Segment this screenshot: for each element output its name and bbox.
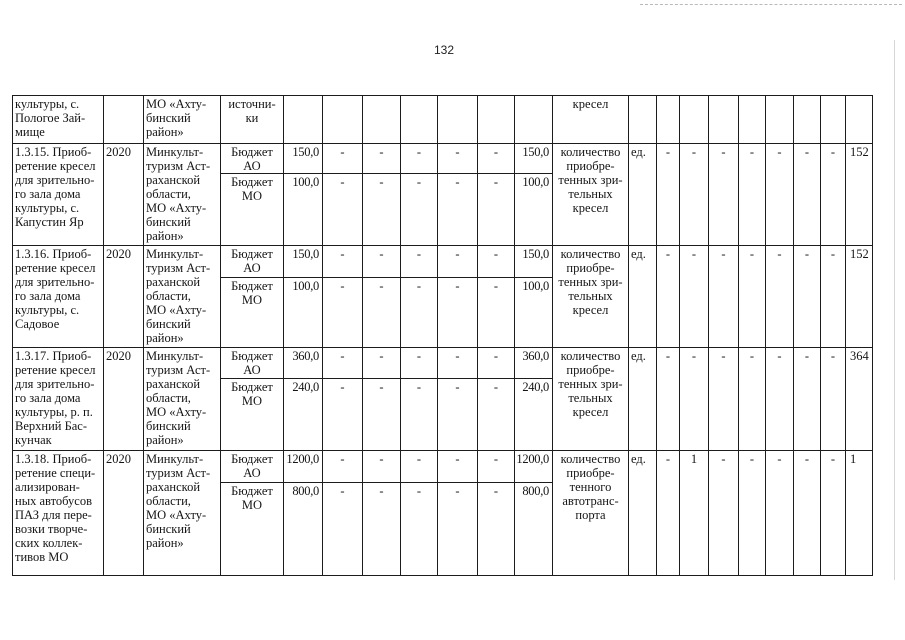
cell-target-value-1: -: [657, 246, 680, 348]
cell-amount-period-5: -: [478, 144, 515, 174]
cell-amount-total: 240,0: [284, 379, 323, 451]
cell-funding-source: Бюджет МО: [221, 379, 284, 451]
plan-table: [12, 95, 873, 576]
cell-amount-period-3: -: [401, 144, 438, 174]
cell-amount-period-1: -: [323, 348, 363, 379]
cell-year: [104, 96, 144, 144]
cell-target-value-3: -: [709, 348, 739, 451]
table-row-measure: [13, 348, 873, 379]
cell-amount-empty: [323, 96, 363, 144]
cell-amount-period-1: -: [323, 451, 363, 483]
table-row-measure: [13, 246, 873, 278]
cell-funding-source: Бюджет АО: [221, 144, 284, 174]
cell-amount-total: 100,0: [284, 174, 323, 246]
cell-target-empty: [846, 96, 873, 144]
cell-target-value-2: -: [680, 144, 709, 246]
cell-amount-period-5: -: [478, 278, 515, 348]
cell-amount-empty: [363, 96, 401, 144]
cell-funding-source: Бюджет АО: [221, 348, 284, 379]
table-body: [13, 96, 873, 576]
cell-target-value-6: -: [794, 348, 821, 451]
cell-executor: Минкульт- туризм Аст- раханской области, МО «Ахту- бинский район»: [144, 144, 221, 246]
cell-funding-source: Бюджет АО: [221, 451, 284, 483]
cell-target-value-2: -: [680, 246, 709, 348]
cell-amount-period-5: -: [478, 246, 515, 278]
cell-year: 2020: [104, 451, 144, 576]
cell-amount-period-5: -: [478, 174, 515, 246]
cell-indicator-name: количество приобре- тенных зри- тельных кресел: [553, 348, 629, 451]
cell-measure-name: 1.3.17. Приоб- ретение кресел для зрительно- го зала дома культуры, р. п. Верхний Бас- кунчак: [13, 348, 104, 451]
cell-target-value-3: -: [709, 451, 739, 576]
cell-executor: Минкульт- туризм Аст- раханской области, МО «Ахту- бинский район»: [144, 451, 221, 576]
page-number: 132: [434, 43, 455, 57]
cell-amount-last: 1200,0: [515, 451, 553, 483]
cell-amount-last: 150,0: [515, 246, 553, 278]
cell-target-value-2: 1: [680, 451, 709, 576]
cell-amount-period-2: -: [363, 451, 401, 483]
cell-unit: ед.: [629, 246, 657, 348]
cell-amount-total: 100,0: [284, 278, 323, 348]
cell-executor: Минкульт- туризм Аст- раханской области, МО «Ахту- бинский район»: [144, 348, 221, 451]
cell-amount-period-3: -: [401, 451, 438, 483]
cell-amount-last: 800,0: [515, 483, 553, 576]
cell-indicator-name: количество приобре- тенного автотранс- порта: [553, 451, 629, 576]
cell-target-value-4: -: [739, 144, 766, 246]
cell-indicator-name: количество приобре- тенных зри- тельных кресел: [553, 144, 629, 246]
cell-unit: ед.: [629, 144, 657, 246]
cell-indicator-name: кресел: [553, 96, 629, 144]
cell-amount-total: 150,0: [284, 144, 323, 174]
cell-amount-period-4: -: [438, 348, 478, 379]
cell-target-value-4: -: [739, 348, 766, 451]
cell-target-value-7: -: [821, 348, 846, 451]
cell-amount-empty: [438, 96, 478, 144]
cell-amount-last: 150,0: [515, 144, 553, 174]
cell-executor: МО «Ахту- бинский район»: [144, 96, 221, 144]
cell-amount-period-1: -: [323, 144, 363, 174]
cell-target-value-8: 1: [846, 451, 873, 576]
cell-target-empty: [629, 96, 657, 144]
cell-target-empty: [680, 96, 709, 144]
cell-amount-empty: [401, 96, 438, 144]
cell-amount-period-1: -: [323, 246, 363, 278]
cell-amount-period-4: -: [438, 379, 478, 451]
cell-amount-period-4: -: [438, 451, 478, 483]
cell-amount-period-3: -: [401, 379, 438, 451]
cell-measure-name: 1.3.18. Приоб- ретение специ- ализирован- ных автобусов ПАЗ для пере- возки творче- ских коллек- тивов МО: [13, 451, 104, 576]
cell-target-value-4: -: [739, 451, 766, 576]
page-edge-line: [894, 40, 895, 580]
cell-amount-period-1: -: [323, 174, 363, 246]
cell-amount-last: 240,0: [515, 379, 553, 451]
cell-amount-empty: [515, 96, 553, 144]
cell-target-value-7: -: [821, 451, 846, 576]
cell-amount-period-2: -: [363, 144, 401, 174]
cell-amount-period-4: -: [438, 144, 478, 174]
cell-target-value-5: -: [766, 246, 794, 348]
cell-target-value-6: -: [794, 246, 821, 348]
cell-amount-period-4: -: [438, 278, 478, 348]
cell-target-value-7: -: [821, 144, 846, 246]
cell-amount-total: 150,0: [284, 246, 323, 278]
cell-target-value-7: -: [821, 246, 846, 348]
cell-target-value-6: -: [794, 144, 821, 246]
cell-amount-total: 800,0: [284, 483, 323, 576]
cell-amount-period-3: -: [401, 348, 438, 379]
cell-unit: ед.: [629, 451, 657, 576]
scan-artifact-line: [640, 4, 902, 5]
cell-target-empty: [766, 96, 794, 144]
cell-measure-name: культуры, с. Пологое Зай- мище: [13, 96, 104, 144]
cell-measure-name: 1.3.15. Приоб- ретение кресел для зрительно- го зала дома культуры, с. Капустин Яр: [13, 144, 104, 246]
cell-amount-period-1: -: [323, 379, 363, 451]
cell-funding-source: источни- ки: [221, 96, 284, 144]
cell-amount-last: 360,0: [515, 348, 553, 379]
cell-year: 2020: [104, 348, 144, 451]
cell-target-empty: [709, 96, 739, 144]
cell-target-value-5: -: [766, 451, 794, 576]
cell-target-value-1: -: [657, 451, 680, 576]
cell-amount-period-2: -: [363, 379, 401, 451]
cell-amount-period-3: -: [401, 483, 438, 576]
cell-amount-period-1: -: [323, 483, 363, 576]
cell-measure-name: 1.3.16. Приоб- ретение кресел для зрительно- го зала дома культуры, с. Садовое: [13, 246, 104, 348]
cell-target-empty: [739, 96, 766, 144]
cell-amount-period-2: -: [363, 483, 401, 576]
cell-amount-period-4: -: [438, 483, 478, 576]
cell-year: 2020: [104, 144, 144, 246]
table-row-measure: [13, 451, 873, 483]
cell-amount-period-5: -: [478, 348, 515, 379]
cell-funding-source: Бюджет МО: [221, 174, 284, 246]
cell-target-value-2: -: [680, 348, 709, 451]
cell-amount-period-4: -: [438, 246, 478, 278]
cell-indicator-name: количество приобре- тенных зри- тельных кресел: [553, 246, 629, 348]
cell-amount-period-1: -: [323, 278, 363, 348]
cell-target-empty: [821, 96, 846, 144]
cell-year: 2020: [104, 246, 144, 348]
cell-target-value-5: -: [766, 348, 794, 451]
cell-amount-period-2: -: [363, 278, 401, 348]
cell-amount-empty: [478, 96, 515, 144]
cell-target-value-8: 152: [846, 246, 873, 348]
cell-target-value-3: -: [709, 246, 739, 348]
cell-target-empty: [794, 96, 821, 144]
cell-amount-period-2: -: [363, 174, 401, 246]
cell-funding-source: Бюджет АО: [221, 246, 284, 278]
cell-amount-period-3: -: [401, 246, 438, 278]
cell-amount-last: 100,0: [515, 174, 553, 246]
cell-target-value-1: -: [657, 348, 680, 451]
cell-funding-source: Бюджет МО: [221, 483, 284, 576]
cell-target-value-6: -: [794, 451, 821, 576]
cell-amount-period-5: -: [478, 379, 515, 451]
cell-amount-total: 1200,0: [284, 451, 323, 483]
cell-amount-period-3: -: [401, 174, 438, 246]
cell-amount-period-3: -: [401, 278, 438, 348]
cell-target-value-3: -: [709, 144, 739, 246]
cell-amount-period-2: -: [363, 246, 401, 278]
cell-amount-period-4: -: [438, 174, 478, 246]
cell-executor: Минкульт- туризм Аст- раханской области, МО «Ахту- бинский район»: [144, 246, 221, 348]
cell-amount-last: 100,0: [515, 278, 553, 348]
cell-amount-total: 360,0: [284, 348, 323, 379]
cell-amount-empty: [284, 96, 323, 144]
cell-amount-period-5: -: [478, 451, 515, 483]
cell-target-value-5: -: [766, 144, 794, 246]
table-row-measure: [13, 144, 873, 174]
cell-amount-period-2: -: [363, 348, 401, 379]
cell-funding-source: Бюджет МО: [221, 278, 284, 348]
cell-unit: ед.: [629, 348, 657, 451]
table-row-continuation: [13, 96, 873, 144]
cell-target-empty: [657, 96, 680, 144]
cell-target-value-1: -: [657, 144, 680, 246]
cell-target-value-4: -: [739, 246, 766, 348]
cell-target-value-8: 152: [846, 144, 873, 246]
cell-amount-period-5: -: [478, 483, 515, 576]
cell-target-value-8: 364: [846, 348, 873, 451]
